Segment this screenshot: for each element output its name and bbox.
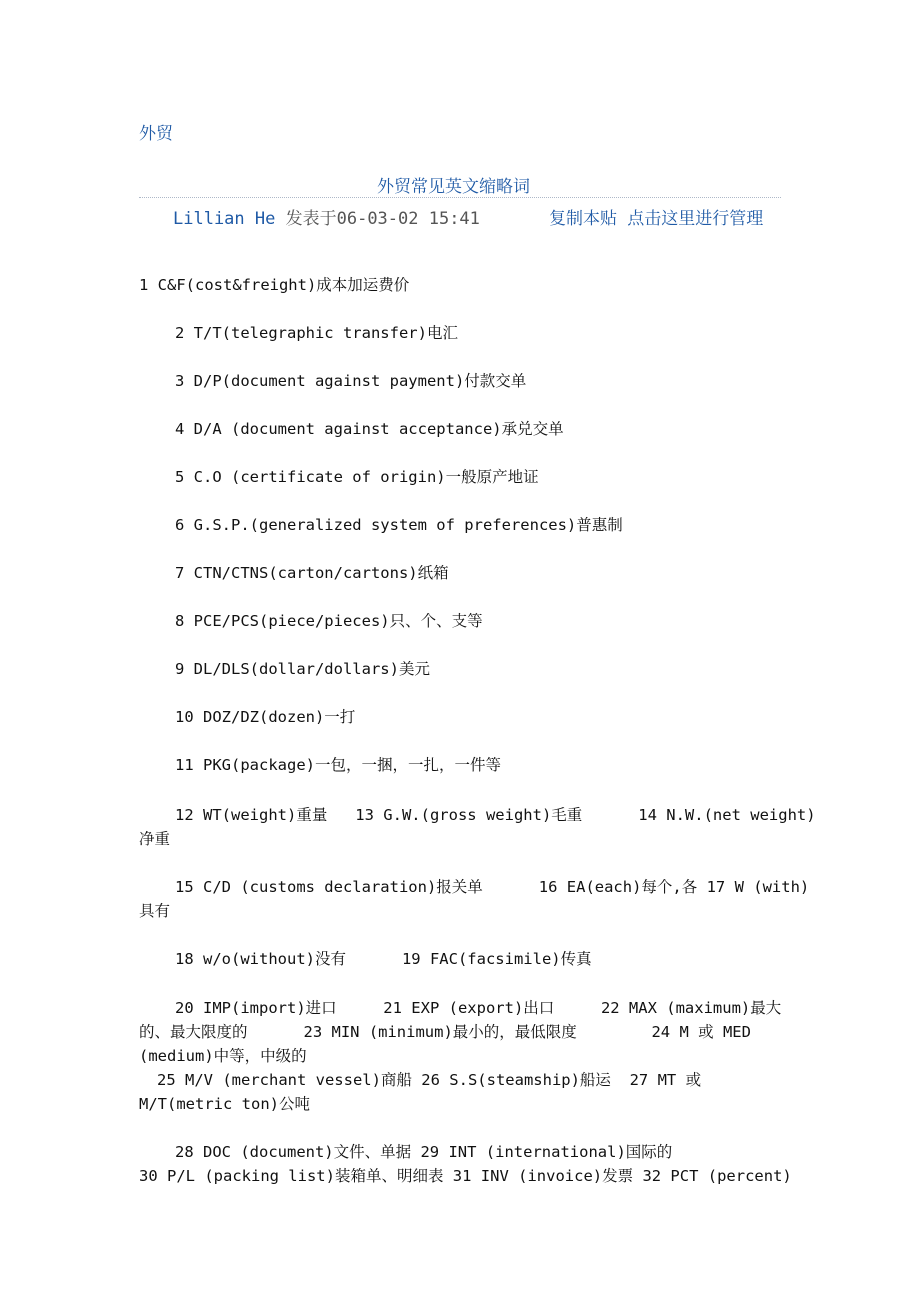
body-line-7: 7 CTN/CTNS(carton/cartons)纸箱 [175,564,449,582]
category-link[interactable]: 外贸 [139,124,173,144]
body-para-15-line-b: 具有 [139,902,171,920]
title-divider [139,197,781,198]
body-line-8: 8 PCE/PCS(piece/pieces)只、个、支等 [175,612,483,630]
body-line-6: 6 G.S.P.(generalized system of preferences)普惠制 [175,516,623,534]
body-para-28-line-a: 28 DOC (document)文件、单据 29 INT (international)国际的 [175,1143,673,1161]
body-line-2: 2 T/T(telegraphic transfer)电汇 [175,324,458,342]
post-actions [549,204,763,229]
body-para-12-line-b: 净重 [139,830,171,848]
post-title: 外贸常见英文缩略词 [377,177,530,197]
author-link[interactable]: Lillian He [173,209,276,229]
body-line-11: 11 PKG(package)一包，一捆，一扎，一件等 [175,756,501,774]
body-line-4: 4 D/A (document against acceptance)承兑交单 [175,420,564,438]
body-para-20-line-d: 25 M/V (merchant vessel)商船 26 S.S(steamship)船运 27 MT 或 [157,1071,702,1089]
body-para-18: 18 w/o(without)没有 19 FAC(facsimile)传真 [175,950,592,968]
body-para-28-line-b: 30 P/L (packing list)装箱单、明细表 31 INV (invoice)发票 32 PCT (percent) [139,1167,792,1185]
posted-prefix: 发表于 [285,209,337,229]
body-para-20-line-c: (medium)中等，中级的 [139,1047,307,1065]
body-line-10: 10 DOZ/DZ(dozen)一打 [175,708,356,726]
post-meta [173,204,480,229]
manage-post-link[interactable]: 点击这里进行管理 [627,209,764,229]
body-line-9: 9 DL/DLS(dollar/dollars)美元 [175,660,430,678]
body-para-20-line-e: M/T(metric ton)公吨 [139,1095,310,1113]
body-para-20-line-b: 的、最大限度的 23 MIN (minimum)最小的，最低限度 24 M 或 MED [139,1023,751,1041]
body-para-15-line-a: 15 C/D (customs declaration)报关单 16 EA(each)每个,各 17 W (with) [175,878,810,896]
copy-post-link[interactable]: 复制本贴 [549,209,617,229]
posted-time: 06-03-02 15:41 [336,209,480,229]
body-line-3: 3 D/P(document against payment)付款交单 [175,372,527,390]
body-line-5: 5 C.O (certificate of origin)一般原产地证 [175,468,539,486]
body-para-20-line-a: 20 IMP(import)进口 21 EXP (export)出口 22 MAX (maximum)最大 [175,999,782,1017]
body-para-12-line-a: 12 WT(weight)重量 13 G.W.(gross weight)毛重 14 N.W.(net weight) [175,806,816,824]
body-line-1: 1 C&F(cost&freight)成本加运费价 [139,276,410,294]
